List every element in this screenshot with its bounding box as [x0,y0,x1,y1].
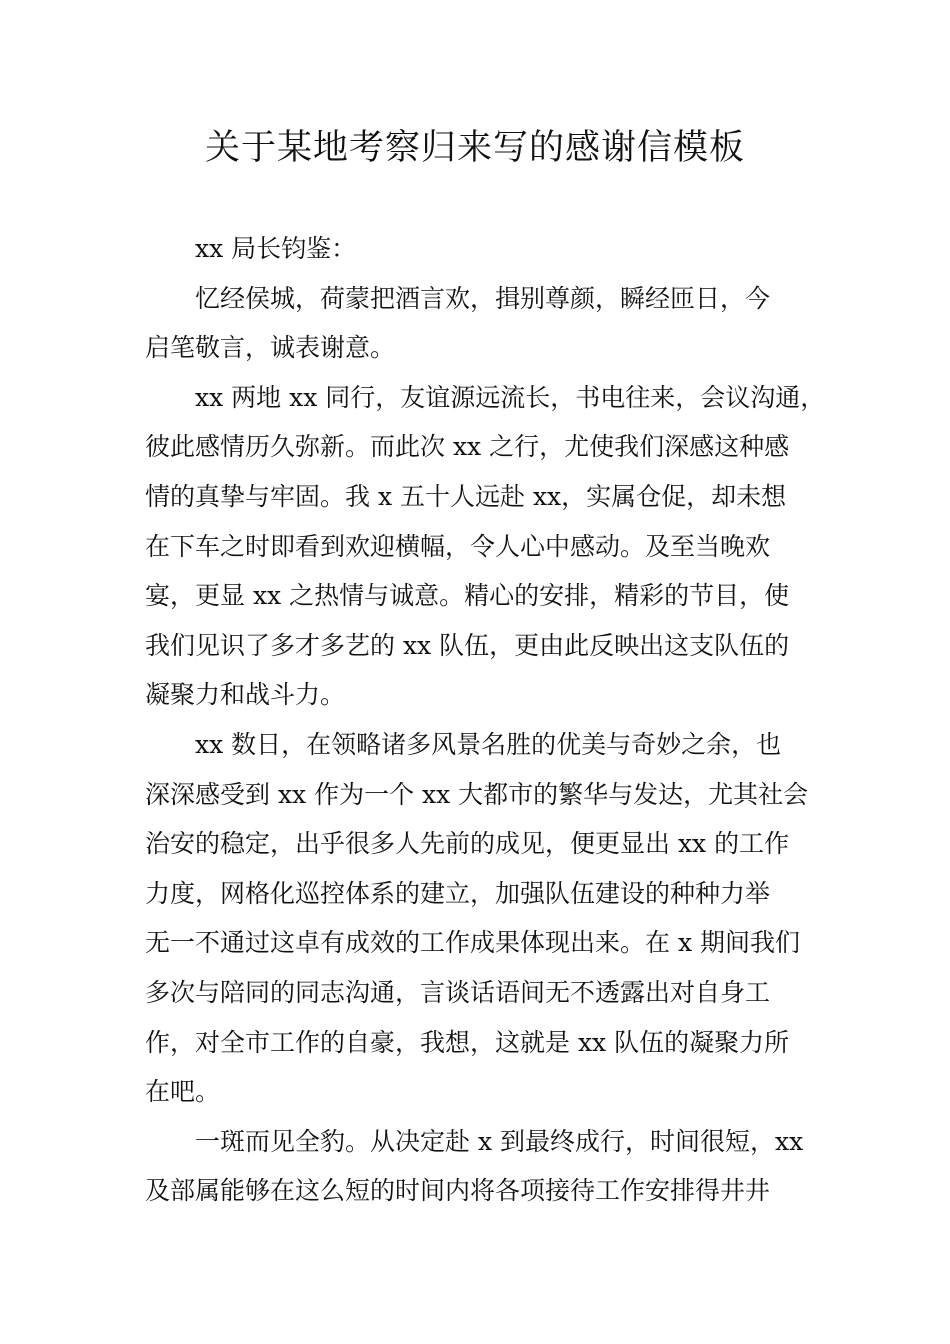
text-line: 忆经侯城，荷蒙把酒言欢，揖别尊颜，瞬经匝日，今 [195,283,771,313]
text-line: xx 数日，在领略诸多风景名胜的优美与奇妙之余，也 [195,729,782,759]
text-line: 在下车之时即看到欢迎横幅，令人心中感动。及至当晚欢 [145,531,771,561]
text-line: 力度，网格化巡控体系的建立，加强队伍建设的种种力举 [145,878,771,908]
text-line: 及部属能够在这么短的时间内将各项接待工作安排得井井 [145,1176,771,1206]
text-line: 启笔敬言，诚表谢意。 [145,333,396,363]
text-line: xx 两地 xx 同行，友谊源远流长，书电往来，会议沟通， [195,382,826,412]
text-line: 作，对全市工作的自豪，我想，这就是 xx 队伍的凝聚力所 [145,1027,790,1057]
text-line: 深深感受到 xx 作为一个 xx 大都市的繁华与发达，尤其社会 [145,779,809,809]
text-line: 情的真挚与牢固。我 x 五十人远赴 xx，实属仓促，却未想 [145,481,787,511]
text-line: 在吧。 [145,1077,221,1107]
text-line: 多次与陪同的同志沟通，言谈话语间无不透露出对自身工 [145,977,771,1007]
text-line: 宴，更显 xx 之热情与诚意。精心的安排，精彩的节目，使 [145,581,790,611]
text-line: 无一不通过这卓有成效的工作成果体现出来。在 x 期间我们 [145,928,800,958]
text-line: 治安的稳定，出乎很多人先前的成见，便更显出 xx 的工作 [145,829,790,859]
text-line: xx 局长钧鉴： [195,234,357,263]
letter-body [145,224,826,1216]
document-title: 关于某地考察归来写的感谢信模板 [204,128,745,168]
text-line: 一斑而见全豹。从决定赴 x 到最终成行，时间很短，xx [195,1126,804,1156]
text-line: 我们见识了多才多艺的 xx 队伍，更由此反映出这支队伍的 [145,630,790,660]
text-line: 凝聚力和战斗力。 [145,680,346,710]
text-line: 彼此感情历久弥新。而此次 xx 之行，尤使我们深感这种感 [145,432,790,462]
